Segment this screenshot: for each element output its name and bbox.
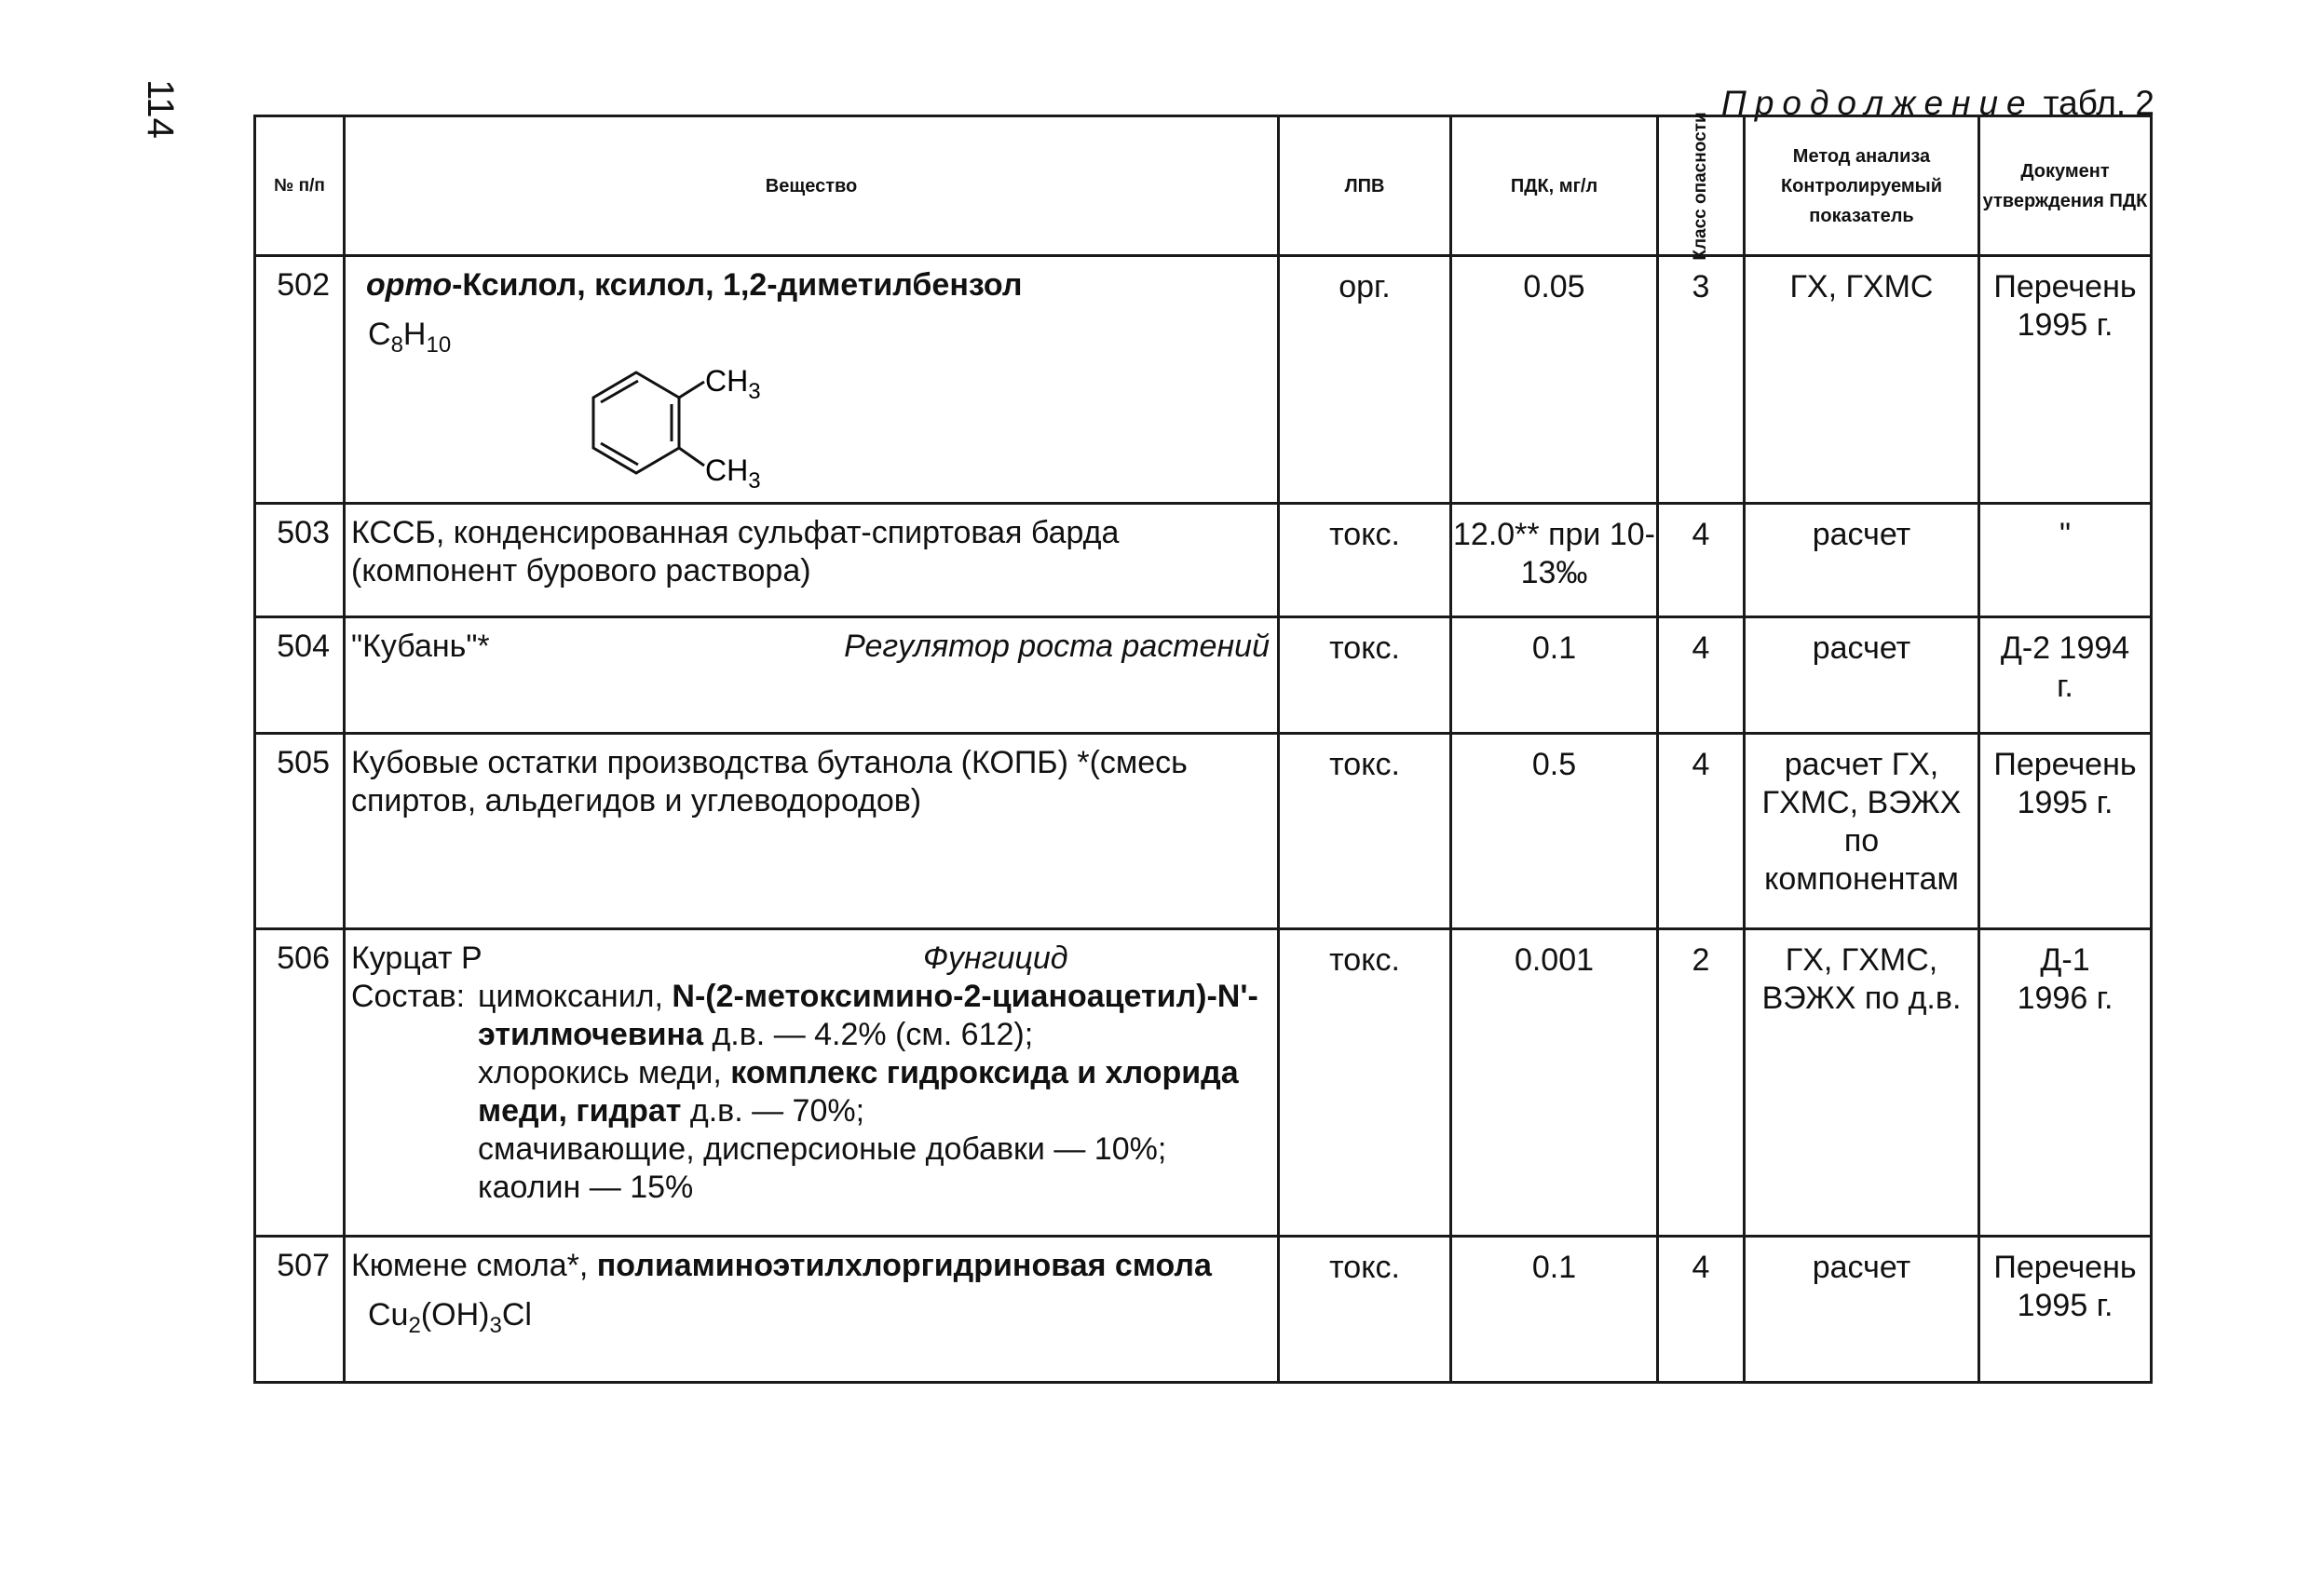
xylene-structure-diagram [560, 324, 839, 492]
header-num: № п/п [255, 116, 345, 256]
substance-note: Регулятор роста растений [844, 629, 1270, 664]
document-cell: Перечень 1995 г. [1979, 1237, 2152, 1383]
pdk-cell: 0.1 [1451, 617, 1658, 734]
table-row [255, 617, 2152, 734]
table-ref: табл. 2 [2043, 84, 2154, 122]
row-number: 503 [255, 504, 345, 617]
substance-cell [345, 929, 1279, 1237]
composition-label: Состав: [351, 979, 466, 1014]
substance-note: Фунгицид [923, 940, 1068, 976]
substance-name: Кубовые остатки производства бутанола (КОПБ) *(смесь спиртов, альдегидов и углеводородов) [345, 734, 1279, 929]
lpv-cell: орг. [1279, 256, 1451, 504]
substance-name: Курцат Р [351, 940, 482, 976]
hazard-cell: 4 [1658, 734, 1745, 929]
substance-name: "Кубань"* [351, 629, 490, 664]
header-row [255, 116, 2152, 256]
table-row [255, 929, 2152, 1237]
row-number: 502 [255, 256, 345, 504]
composition-item: смачивающие, дисперсионые добавки — 10%; [478, 1131, 1167, 1167]
substance-cell [345, 256, 1279, 504]
document-cell: Перечень 1995 г. [1979, 734, 2152, 929]
header-substance: Вещество [345, 116, 1279, 256]
substance-name: Кюмене смола*, полиаминоэтилхлоргидриновая смола [351, 1248, 1212, 1283]
substance-name: орто-Ксилол, ксилол, 1,2-диметилбензол [366, 267, 1023, 303]
pdk-cell: 0.1 [1451, 1237, 1658, 1383]
row-number: 505 [255, 734, 345, 929]
methyl-group-top: $CH_3$ [705, 364, 761, 404]
hazard-cell: 4 [1658, 504, 1745, 617]
hazard-cell: 3 [1658, 256, 1745, 504]
lpv-cell: токс. [1279, 1237, 1451, 1383]
header-hazard-text: Класс опасности [1691, 111, 1710, 261]
table-row [255, 504, 2152, 617]
substances-table [253, 111, 2153, 1384]
methyl-group-bottom: $CH_3$ [705, 453, 761, 492]
hazard-cell: 2 [1658, 929, 1745, 1237]
method-cell: ГХ, ГХМС, ВЭЖХ по д.в. [1745, 929, 1979, 1237]
hazard-cell: 4 [1658, 617, 1745, 734]
table-row [255, 734, 2152, 929]
table-row [255, 256, 2152, 504]
chemical-formula: $C_8H_{10}$ [368, 317, 452, 358]
pdk-cell: 0.05 [1451, 256, 1658, 504]
lpv-cell: токс. [1279, 504, 1451, 617]
method-cell: расчет [1745, 1237, 1979, 1383]
substance-cell [345, 617, 1279, 734]
document-cell: " [1979, 504, 2152, 617]
row-number: 504 [255, 617, 345, 734]
document-cell: Перечень 1995 г. [1979, 256, 2152, 504]
continuation-label: Продолжение [1721, 84, 2034, 122]
header-method: Метод анализа Контролируемый показатель [1745, 116, 1979, 256]
header-pdk: ПДК, мг/л [1451, 116, 1658, 256]
row-number: 506 [255, 929, 345, 1237]
substance-cell [345, 1237, 1279, 1383]
method-cell: расчет [1745, 504, 1979, 617]
document-cell: Д-2 1994 г. [1979, 617, 2152, 734]
chemical-formula: $Cu_2(OH)_3Cl$ [368, 1297, 532, 1338]
pdk-cell: 0.5 [1451, 734, 1658, 929]
method-cell: ГХ, ГХМС [1745, 256, 1979, 504]
document-cell: Д-1 1996 г. [1979, 929, 2152, 1237]
substance-name: КССБ, конденсированная сульфат-спиртовая барда (компонент бурового раствора) [345, 504, 1279, 617]
composition-block: Состав: цимоксанил, N-(2-метоксимино-2-цианоацетил)-N'-этилмочевина д.в. — 4.2% (см. 612); [351, 979, 1258, 1052]
table-row [255, 1237, 2152, 1383]
composition-item: каолин — 15% [478, 1170, 694, 1205]
pdk-cell: 12.0** при 10-13‰ [1451, 504, 1658, 617]
lpv-cell: токс. [1279, 734, 1451, 929]
hazard-cell: 4 [1658, 1237, 1745, 1383]
header-lpv: ЛПВ [1279, 116, 1451, 256]
header-document: Документ утверждения ПДК [1979, 116, 2152, 256]
lpv-cell: токс. [1279, 929, 1451, 1237]
lpv-cell: токс. [1279, 617, 1451, 734]
pdk-cell: 0.001 [1451, 929, 1658, 1237]
benzene-ring [593, 372, 679, 473]
method-cell: расчет ГХ, ГХМС, ВЭЖХ по компонентам [1745, 734, 1979, 929]
composition-item: хлорокись меди, комплекс гидроксида и хлорида меди, гидрат д.в. — 70%; [478, 1055, 1239, 1129]
row-number: 507 [255, 1237, 345, 1383]
header-hazard-class [1658, 111, 1745, 261]
page-number: 114 [140, 79, 181, 139]
method-cell: расчет [1745, 617, 1979, 734]
